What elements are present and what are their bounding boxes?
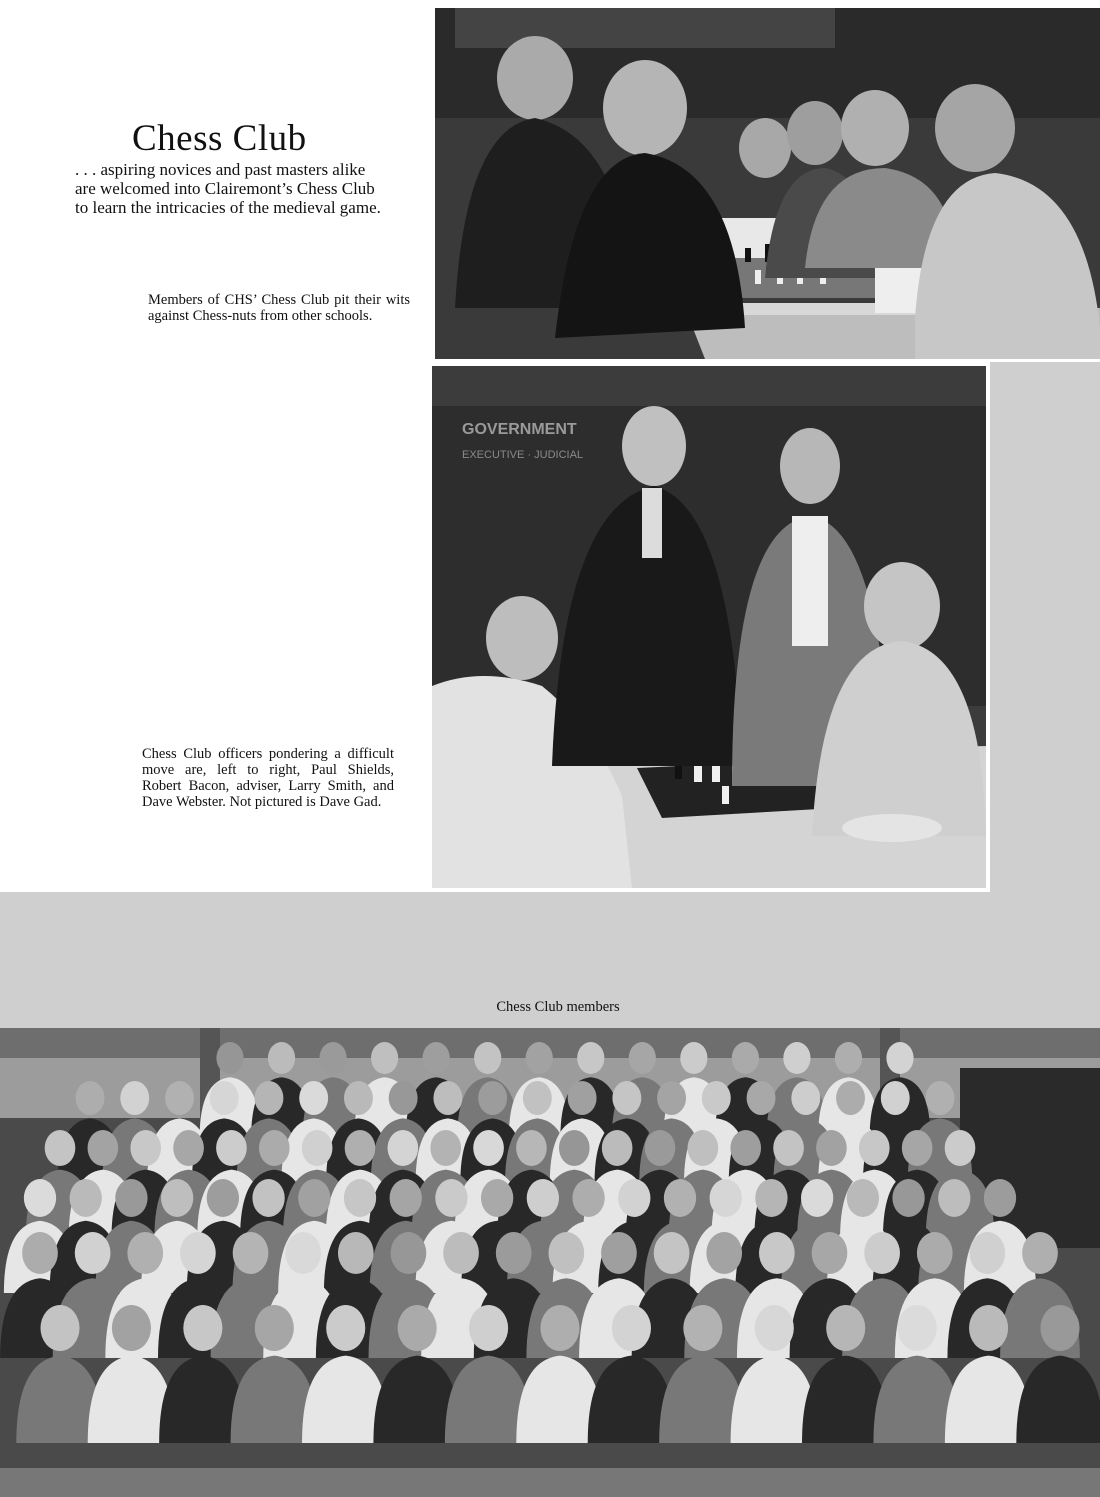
board-sign-subtext: EXECUTIVE · JUDICIAL <box>462 449 584 461</box>
caption-members: Chess Club members <box>496 999 620 1015</box>
caption-chess-match: Members of CHS’ Chess Club pit their wits against Chess-nuts from other schools. <box>148 292 410 324</box>
intro-text: . . . aspiring novices and past masters alike are welcomed into Clairemont’s Chess Club to learn the intricacies of the medieval game. <box>75 160 381 217</box>
group-photo <box>0 1028 1100 1497</box>
gray-side-margin <box>990 362 1100 892</box>
board-sign-text: GOVERNMENT <box>462 421 577 438</box>
chess-match-photo <box>435 8 1100 359</box>
caption-officers: Chess Club officers pondering a difficult move are, left to right, Paul Shields, Robert Bacon, adviser, Larry Smith, and Dave Webster. Not pictured is Dave Gad. <box>142 746 394 810</box>
page-title: Chess Club <box>132 117 307 159</box>
officers-photo <box>432 366 986 888</box>
